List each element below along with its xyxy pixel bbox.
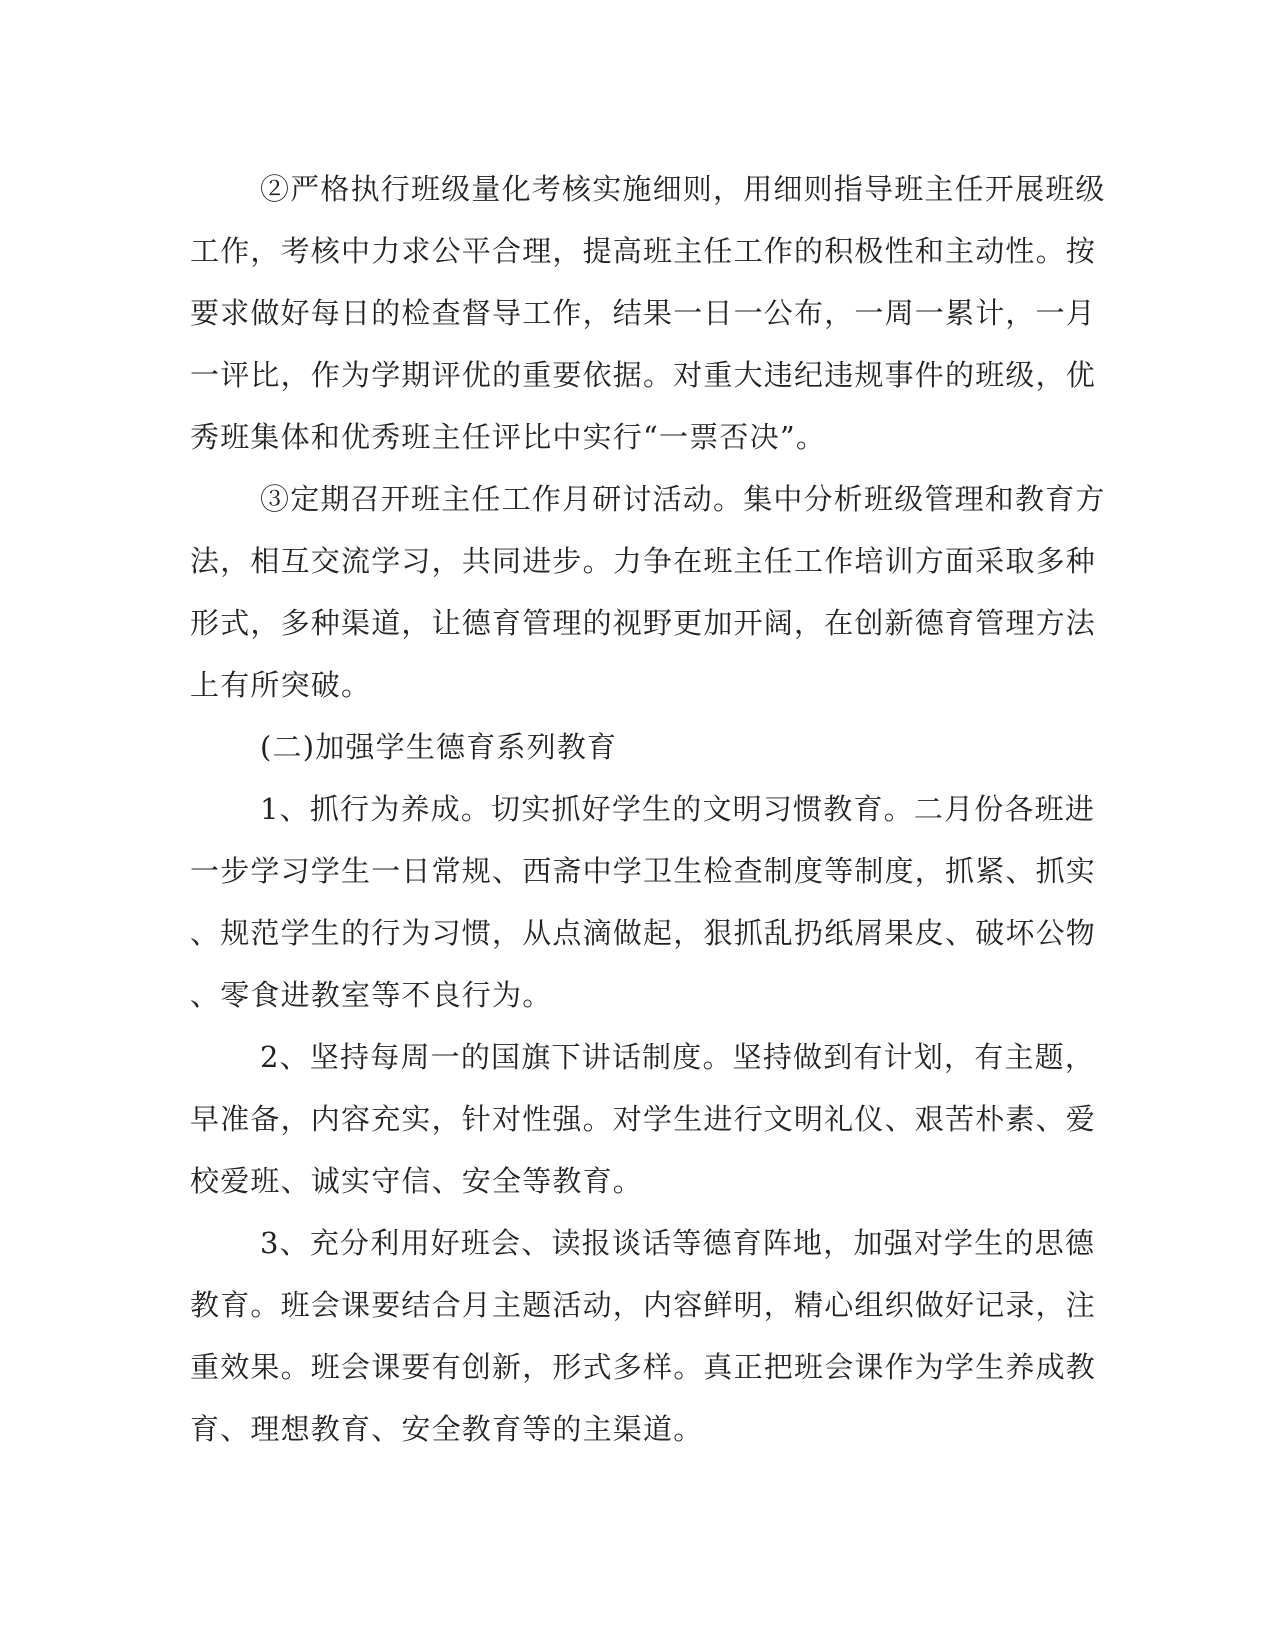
paragraph-line: 法，相互交流学习，共同进步。力争在班主任工作培训方面采取多种 [190,544,1097,578]
paragraph-line: 教育。班会课要结合月主题活动，内容鲜明，精心组织做好记录，注 [190,1288,1097,1322]
document-body [190,158,1106,1460]
paragraph-line: 、零食进教室等不良行为。 [190,978,553,1012]
paragraph-line: ②严格执行班级量化考核实施细则，用细则指导班主任开展班级 [260,172,1106,206]
paragraph-line: 工作，考核中力求公平合理，提高班主任工作的积极性和主动性。按 [190,234,1097,268]
paragraph-line: 上有所突破。 [190,668,372,702]
paragraph-line: 秀班集体和优秀班主任评比中实行“一票否决”。 [190,420,827,454]
paragraph-line: 一步学习学生一日常规、西斋中学卫生检查制度等制度，抓紧、抓实 [190,854,1097,888]
paragraph-line: 2、坚持每周一的国旗下讲话制度。坚持做到有计划，有主题， [260,1040,1096,1074]
paragraph-line: 育、理想教育、安全教育等的主渠道。 [190,1412,704,1446]
paragraph-line: 3、充分利用好班会、读报谈话等德育阵地，加强对学生的思德 [260,1226,1096,1260]
section-heading: (二)加强学生德育系列教育 [260,730,618,764]
paragraph-line: 、规范学生的行为习惯，从点滴做起，狠抓乱扔纸屑果皮、破坏公物 [190,916,1097,950]
paragraph-line: ③定期召开班主任工作月研讨活动。集中分析班级管理和教育方 [260,482,1106,516]
paragraph-line: 形式，多种渠道，让德育管理的视野更加开阔，在创新德育管理方法 [190,606,1097,640]
paragraph-line: 一评比，作为学期评优的重要依据。对重大违纪违规事件的班级，优 [190,358,1097,392]
paragraph-line: 早准备，内容充实，针对性强。对学生进行文明礼仪、艰苦朴素、爱 [190,1102,1097,1136]
paragraph-line: 1、抓行为养成。切实抓好学生的文明习惯教育。二月份各班进 [260,792,1096,826]
paragraph-line: 重效果。班会课要有创新，形式多样。真正把班会课作为学生养成教 [190,1350,1097,1384]
paragraph-line: 要求做好每日的检查督导工作，结果一日一公布，一周一累计，一月 [190,296,1097,330]
paragraph-line: 校爱班、诚实守信、安全等教育。 [190,1164,644,1198]
